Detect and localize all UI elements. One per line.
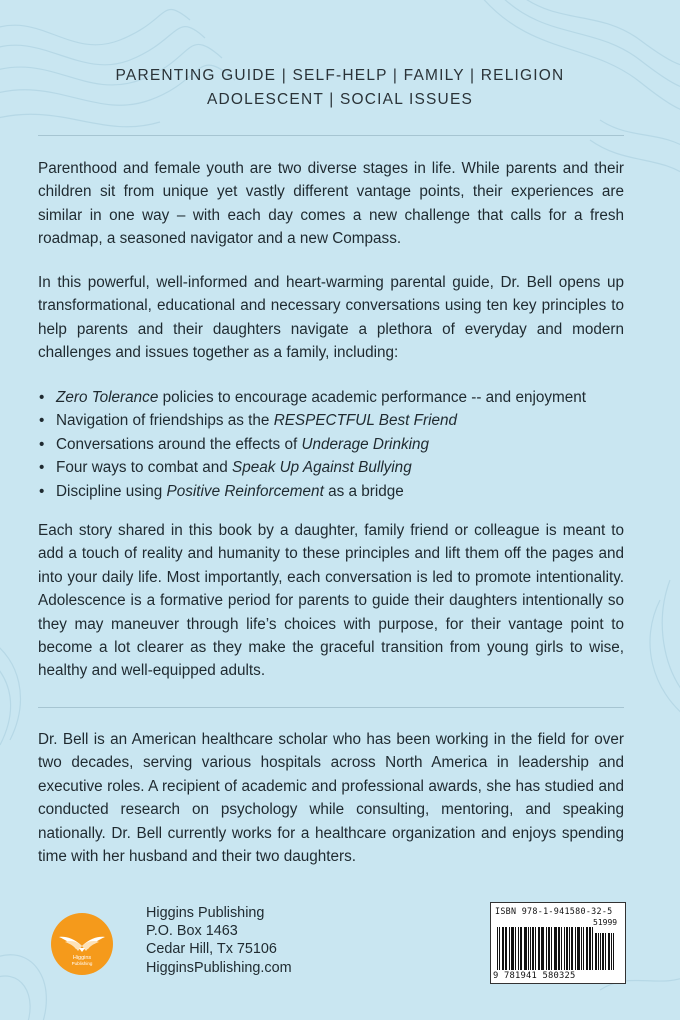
principles-list (38, 386, 624, 503)
barcode-digits: 9 781941 580325 (493, 971, 576, 981)
intro-paragraph-2: In this powerful, well-informed and heart-warming parental guide, Dr. Bell opens up transformational, educational and necessary conversations using ten key principles to help parents and their daughters navigate a plethora of everyday and modern challenges and issues together as a family, including: (38, 274, 624, 362)
list-item: • Discipline using Positive Reinforcement as a bridge (38, 480, 624, 503)
middle-divider (38, 707, 624, 708)
logo-text-line-1: Higgins (72, 955, 92, 961)
barcode-bars (497, 927, 621, 970)
barcode-addon: 51999 (593, 918, 618, 927)
publisher-info (146, 904, 292, 977)
category-line-1: PARENTING GUIDE | SELF-HELP | FAMILY | RELIGION (115, 67, 565, 84)
publisher-address-2: Cedar Hill, Tx 75106 (146, 941, 277, 958)
story-paragraph: Each story shared in this book by a daughter, family friend or colleague is meant to add a touch of reality and humanity to these principles and lift them off the pages and into your daily life. Most importantly, each conversation is led to promote intentionality. Adolescence is a formative period for parents to guide their daughters intentionally so they may maneuver through life’s choices with purpose, for their vantage point to become a lot clearer as they make the graceful transition from young girls to wise, healthy and well-equipped adults. (38, 522, 624, 680)
author-bio: Dr. Bell is an American healthcare scholar who has been working in the field for over two decades, serving various hospitals across North America in leadership and executive roles. A recipient of academic and professional awards, she has studied and conducted research on psychology while consulting, mentoring, and speaking nationally. Dr. Bell currently works for a healthcare organization and enjoys spending time with her husband and their two daughters. (38, 731, 624, 866)
publisher-address-1: P.O. Box 1463 (146, 923, 238, 940)
publisher-website: HigginsPublishing.com (146, 959, 292, 976)
top-divider (38, 135, 624, 136)
isbn-label: ISBN 978-1-941580-32-5 (495, 906, 613, 916)
logo-text-line-2: Publishing (71, 961, 93, 966)
category-line-2: ADOLESCENT | SOCIAL ISSUES (206, 91, 474, 108)
list-item: • Zero Tolerance policies to encourage academic performance -- and enjoyment (38, 386, 624, 409)
list-item: • Conversations around the effects of Underage Drinking (38, 433, 624, 456)
publisher-logo (50, 912, 114, 976)
list-item: • Navigation of friendships as the RESPECTFUL Best Friend (38, 409, 624, 432)
list-item: • Four ways to combat and Speak Up Against Bullying (38, 456, 624, 479)
isbn-barcode (490, 902, 626, 984)
publisher-name: Higgins Publishing (146, 905, 265, 921)
intro-paragraph-1: Parenthood and female youth are two diverse stages in life. While parents and their children sit from unique yet vastly different vantage points, their experiences are similar in one way – with each day comes a new challenge that calls for a fresh roadmap, a seasoned navigator and a new Compass. (38, 160, 624, 248)
category-list (38, 64, 642, 112)
